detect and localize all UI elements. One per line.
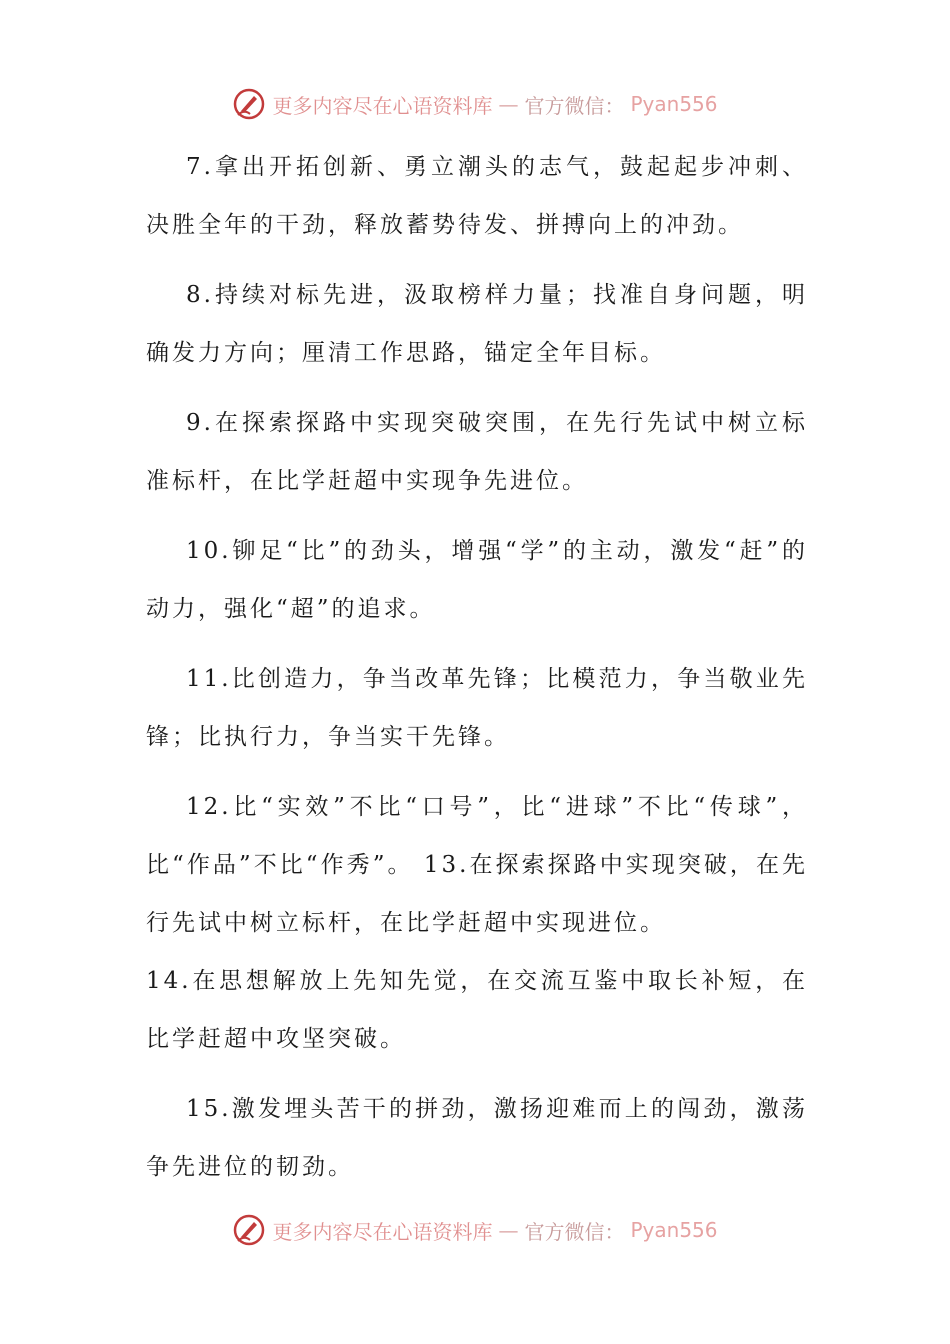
paragraph-11: 11.比创造力，争当改革先锋；比模范力，争当敬业先锋；比执行力，争当实干先锋。 xyxy=(146,666,808,750)
watermark-separator: — xyxy=(498,92,519,116)
watermark-text: 更多内容尽在心语资料库 xyxy=(272,1219,493,1244)
footer-watermark xyxy=(0,1210,950,1250)
watermark-content xyxy=(232,87,717,121)
paragraph-10: 10.铆足“比”的劲头，增强“学”的主动，激发“赶”的动力，强化“超”的追求。 xyxy=(146,538,808,622)
watermark-wechat: Pyan556 xyxy=(630,92,718,116)
header-watermark xyxy=(0,84,950,124)
watermark-separator: — xyxy=(498,1218,519,1242)
paragraph-12-13: 12.比“实效”不比“口号”，比“进球”不比“传球”，比“作品”不比“作秀”。 13.在探索探路中实现突破，在先行先试中树立标杆，在比学赶超中实现进位。 xyxy=(146,794,808,936)
paragraph-7: 7.拿出开拓创新、勇立潮头的志气，鼓起起步冲刺、决胜全年的干劲，释放蓄势待发、拼搏向上的冲劲。 xyxy=(146,154,808,238)
watermark-text: 更多内容尽在心语资料库 xyxy=(272,93,493,118)
paragraph-8: 8.持续对标先进，汲取榜样力量；找准自身问题，明确发力方向；厘清工作思路，锚定全年目标。 xyxy=(146,282,808,366)
paragraph-14: 14.在思想解放上先知先觉，在交流互鉴中取长补短，在比学赶超中攻坚突破。 xyxy=(146,968,808,1052)
watermark-sub: 官方微信： xyxy=(524,93,625,118)
watermark-wechat: Pyan556 xyxy=(630,1218,718,1242)
watermark-sub: 官方微信： xyxy=(524,1219,625,1244)
document-body xyxy=(146,138,808,1208)
paragraph-15: 15.激发埋头苦干的拼劲，激扬迎难而上的闯劲，激荡争先进位的韧劲。 xyxy=(146,1096,808,1180)
pen-seal-logo-icon xyxy=(232,1213,266,1247)
watermark-content xyxy=(232,1213,717,1247)
pen-seal-logo-icon xyxy=(232,87,266,121)
paragraph-9: 9.在探索探路中实现突破突围，在先行先试中树立标准标杆，在比学赶超中实现争先进位。 xyxy=(146,410,808,494)
